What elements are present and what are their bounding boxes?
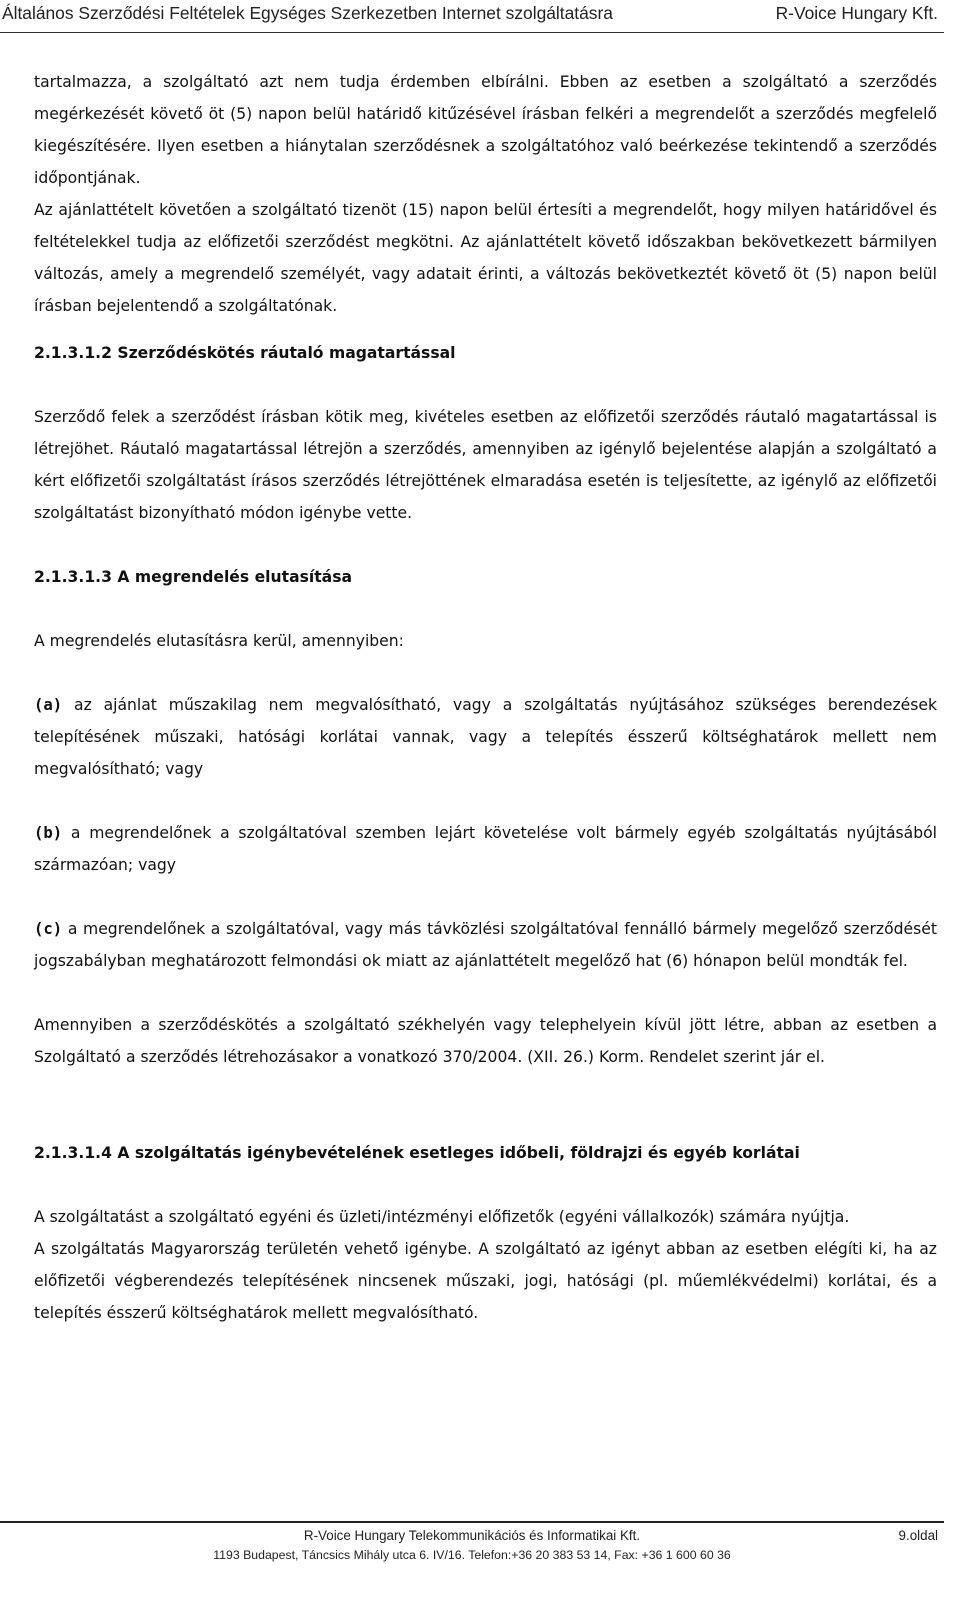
paragraph: tartalmazza, a szolgáltató azt nem tudja érdemben elbírálni. Ebben az esetben a szolgáltató a szerződés megérkezését követő öt (5) napon belül határidő kitűzésével írásban felkéri a megrendelőt a szerződés megfelelő kiegészítésére. Ilyen esetben a hiánytalan szerződésnek a szolgáltatóhoz való beérkezése tekintendő a szerződés időpontjának. bbox=[34, 73, 937, 187]
list-item-text: a megrendelőnek a szolgáltatóval, vagy más távközlési szolgáltatóval fennálló bármely megelőző szerződését jogszabályban meghatározott felmondási ok miatt az ajánlattételt megelőző hat (6) hónapon belül mondták fel. bbox=[34, 920, 937, 970]
page-number: 9.oldal bbox=[898, 1528, 938, 1543]
list-item bbox=[34, 689, 937, 785]
footer-divider bbox=[0, 1521, 944, 1523]
paragraph: A megrendelés elutasításra kerül, amennyiben: bbox=[34, 632, 404, 650]
list-item-text: az ajánlat műszakilag nem megvalósítható, vagy a szolgáltatás nyújtásához szükséges berendezések telepítésének műszaki, hatósági korlátai vannak, vagy a telepítés ésszerű költséghatárok mellett nem megvalósítható; vagy bbox=[34, 696, 937, 778]
section-heading: 2.1.3.1.2 Szerződéskötés ráutaló magatartással bbox=[34, 344, 456, 362]
paragraph: Szerződő felek a szerződést írásban kötik meg, kivételes esetben az előfizetői szerződés ráutaló magatartással is létrejöhet. Ráutaló magatartással létrejön a szerződés, amennyiben az igénylő bejelentése alapján a szolgáltató a kért előfizetői szolgáltatást írásos szerződés létrejöttének elmaradása esetén is teljesítette, az igénylő az előfizetői szolgáltatást bizonyítható módon igénybe vette. bbox=[34, 408, 937, 522]
list-item bbox=[34, 817, 937, 881]
page-header bbox=[0, 0, 944, 33]
header-company-name: R-Voice Hungary Kft. bbox=[775, 3, 938, 23]
list-item-text: a megrendelőnek a szolgáltatóval szemben lejárt követelése volt bármely egyéb szolgáltatás nyújtásából származóan; vagy bbox=[34, 824, 937, 874]
footer-address: 1193 Budapest, Táncsics Mihály utca 6. IV/16. Telefon:+36 20 383 53 14, Fax: +36 1 600 60 36 bbox=[213, 1548, 731, 1562]
list-marker: (a) bbox=[34, 696, 63, 714]
paragraph: A szolgáltatást a szolgáltató egyéni és üzleti/intézményi előfizetők (egyéni vállalkozók) számára nyújtja. bbox=[34, 1208, 850, 1226]
footer-company: R-Voice Hungary Telekommunikációs és Informatikai Kft. bbox=[303, 1528, 641, 1543]
document-body bbox=[34, 56, 937, 1329]
list-item bbox=[34, 913, 937, 977]
paragraph: Az ajánlattételt követően a szolgáltató tizenöt (15) napon belül értesíti a megrendelőt, hogy milyen határidővel és feltételekkel tudja az előfizetői szerződést megkötni. Az ajánlattételt követő időszakban bekövetkezett bármilyen változás, amely a megrendelő személyét, vagy adatait érinti, a változás bekövetkeztét követő öt (5) napon belül írásban bejelentendő a szolgáltatónak. bbox=[34, 201, 937, 315]
list-marker: (b) bbox=[34, 824, 63, 842]
paragraph: Amennyiben a szerződéskötés a szolgáltató székhelyén vagy telephelyein kívül jött létre, abban az esetben a Szolgáltató a szerződés létrehozásakor a vonatkozó 370/2004. (XII. 26.) Korm. Rendelet szerint jár el. bbox=[34, 1016, 937, 1066]
section-heading: 2.1.3.1.4 A szolgáltatás igénybevételének esetleges időbeli, földrajzi és egyéb korlátai bbox=[34, 1144, 800, 1162]
paragraph: A szolgáltatás Magyarország területén vehető igénybe. A szolgáltató az igényt abban az esetben elégíti ki, ha az előfizetői végberendezés telepítésének nincsenek műszaki, jogi, hatósági (pl. műemlékvédelmi) korlátai, és a telepítés ésszerű költséghatárok mellett megvalósítható. bbox=[34, 1240, 937, 1322]
header-document-title: Általános Szerződési Feltételek Egységes Szerkezetben Internet szolgáltatásra bbox=[2, 3, 613, 23]
list-marker: (c) bbox=[34, 920, 63, 938]
section-heading: 2.1.3.1.3 A megrendelés elutasítása bbox=[34, 568, 353, 586]
